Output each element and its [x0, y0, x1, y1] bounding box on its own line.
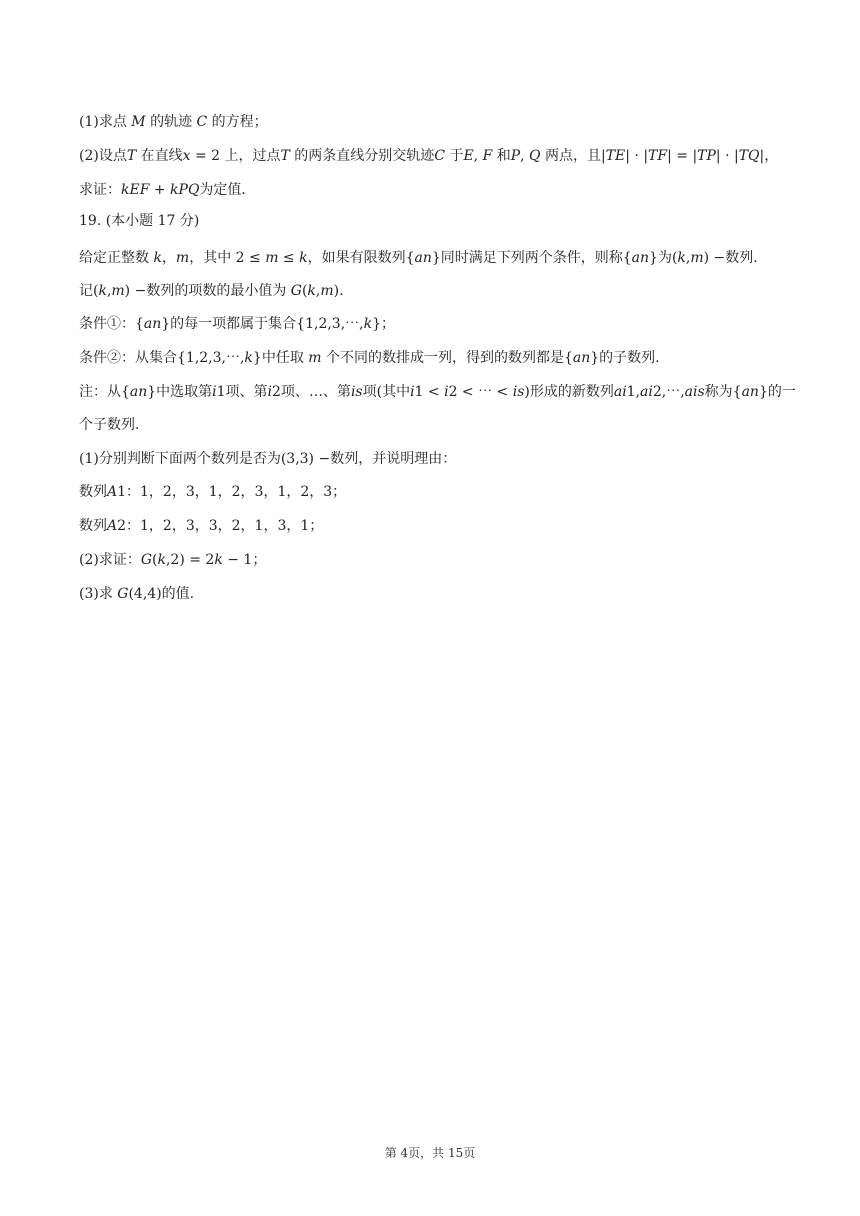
note-line-1: 注：从{𝑎𝑛}中选取第𝑖1项、第𝑖2项、…、第𝑖𝑠项(其中𝑖1 < 𝑖2 < ⋯ < 𝑖𝑠)形成的新数列𝑎𝑖1,𝑎𝑖2,⋯,𝑎𝑖𝑠称为{𝑎𝑛}的一: [79, 384, 796, 400]
question-19-part-3: (3)求 𝐺(4,4)的值.: [79, 586, 195, 602]
question-18-part-2: (2)设点𝑇 在直线𝑥 = 2 上，过点𝑇 的两条直线分别交轨迹𝐶 于𝐸, 𝐹 和𝑃, 𝑄 两点，且|𝑇𝐸| · |𝑇𝐹| = |𝑇𝑃| · |𝑇𝑄|，: [79, 148, 779, 164]
question-19-intro: 给定正整数 𝑘，𝑚，其中 2 ≤ 𝑚 ≤ 𝑘，如果有限数列{𝑎𝑛}同时满足下列两个条件，则称{𝑎𝑛}为(𝑘,𝑚) −数列.: [79, 250, 758, 266]
page-footer: 第 4页，共 15页: [384, 1146, 476, 1160]
note-line-2: 个子数列.: [79, 417, 140, 433]
question-18-part-2-proof: 求证：𝑘𝐸𝐹 + 𝑘𝑃𝑄为定值．: [79, 182, 256, 198]
sequence-a2: 数列𝐴2：1，2，3，3，2，1，3，1；: [79, 518, 324, 534]
condition-1: 条件①：{𝑎𝑛}的每一项都属于集合{1,2,3,⋯,𝑘}；: [79, 316, 395, 332]
question-18-part-1: (1)求点 𝑀 的轨迹 𝐶 的方程；: [79, 114, 268, 130]
question-19-part-2: (2)求证：𝐺(𝑘,2) = 2𝑘 − 1；: [79, 552, 267, 568]
condition-2: 条件②：从集合{1,2,3,⋯,𝑘}中任取 𝑚 个不同的数排成一列，得到的数列都是{𝑎𝑛}的子数列.: [79, 350, 660, 366]
question-19-definition: 记(𝑘,𝑚) −数列的项数的最小值为 𝐺(𝑘,𝑚).: [79, 283, 344, 299]
question-19-header: 19. (本小题 17 分): [79, 213, 200, 229]
sequence-a1: 数列𝐴1：1，2，3，1，2，3，1，2，3；: [79, 484, 347, 500]
question-19-part-1: (1)分别判断下面两个数列是否为(3,3) −数列，并说明理由：: [79, 451, 457, 467]
